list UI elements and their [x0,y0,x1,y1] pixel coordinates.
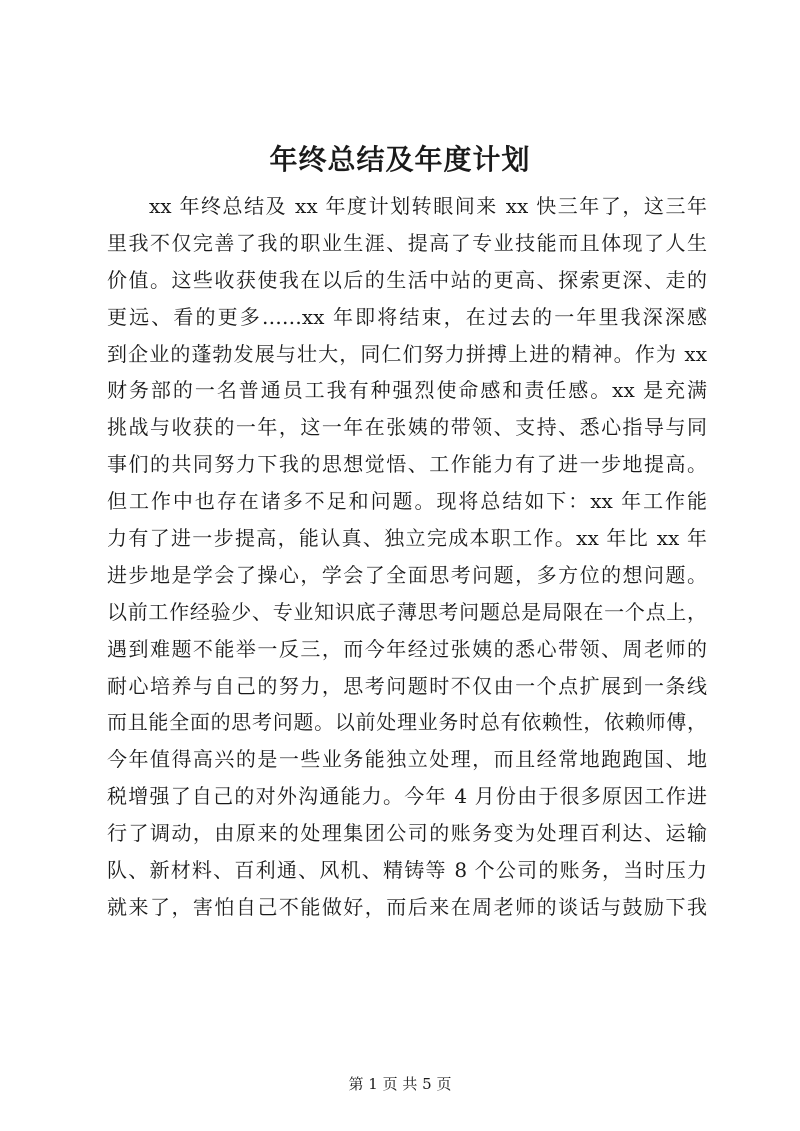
body-line: 遇到难题不能举一反三，而今年经过张姨的悉心带领、周老师的 [107,636,707,661]
body-line: 挑战与收获的一年，这一年在张姨的带领、支持、悉心指导与同 [107,415,707,440]
body-line: 就来了，害怕自己不能做好，而后来在周老师的谈话与鼓励下我 [107,894,707,919]
body-line: 价值。这些收获使我在以后的生活中站的更高、探索更深、走的 [107,267,707,292]
document-title: 年终总结及年度计划 [269,143,531,176]
body-line: 里我不仅完善了我的职业生涯、提高了专业技能而且体现了人生 [107,230,707,255]
body-line: 事们的共同努力下我的思想觉悟、工作能力有了进一步地提高。 [107,452,707,477]
body-line: 更远、看的更多……xx 年即将结束，在过去的一年里我深深感 [107,304,707,329]
body-line: 力有了进一步提高，能认真、独立完成本职工作。xx 年比 xx 年 [107,526,707,551]
body-line: 队、新材料、百利通、风机、精铸等 8 个公司的账务，当时压力 [107,858,707,883]
body-line: 以前工作经验少、专业知识底子薄思考问题总是局限在一个点上， [107,599,707,624]
page-number: 第 1 页 共 5 页 [348,1075,452,1093]
body-line: 进步地是学会了操心，学会了全面思考问题，多方位的想问题。 [107,562,707,587]
body-line: 税增强了自己的对外沟通能力。今年 4 月份由于很多原因工作进 [107,784,707,809]
body-line: xx 年终总结及 xx 年度计划转眼间来 xx 快三年了，这三年 [149,194,707,218]
body-line: 到企业的蓬勃发展与壮大，同仁们努力拼搏上进的精神。作为 xx [107,341,707,366]
body-line: 财务部的一名普通员工我有种强烈使命感和责任感。xx 是充满 [107,378,707,403]
document-body [107,188,707,926]
body-line: 但工作中也存在诸多不足和问题。现将总结如下：xx 年工作能 [107,489,707,514]
page-footer [0,1074,800,1094]
body-line: 而且能全面的思考问题。以前处理业务时总有依赖性，依赖师傅， [107,710,707,735]
body-line: 行了调动，由原来的处理集团公司的账务变为处理百利达、运输 [107,821,707,846]
body-line: 今年值得高兴的是一些业务能独立处理，而且经常地跑跑国、地 [107,747,707,772]
body-line: 耐心培养与自己的努力，思考问题时不仅由一个点扩展到一条线 [107,673,707,698]
